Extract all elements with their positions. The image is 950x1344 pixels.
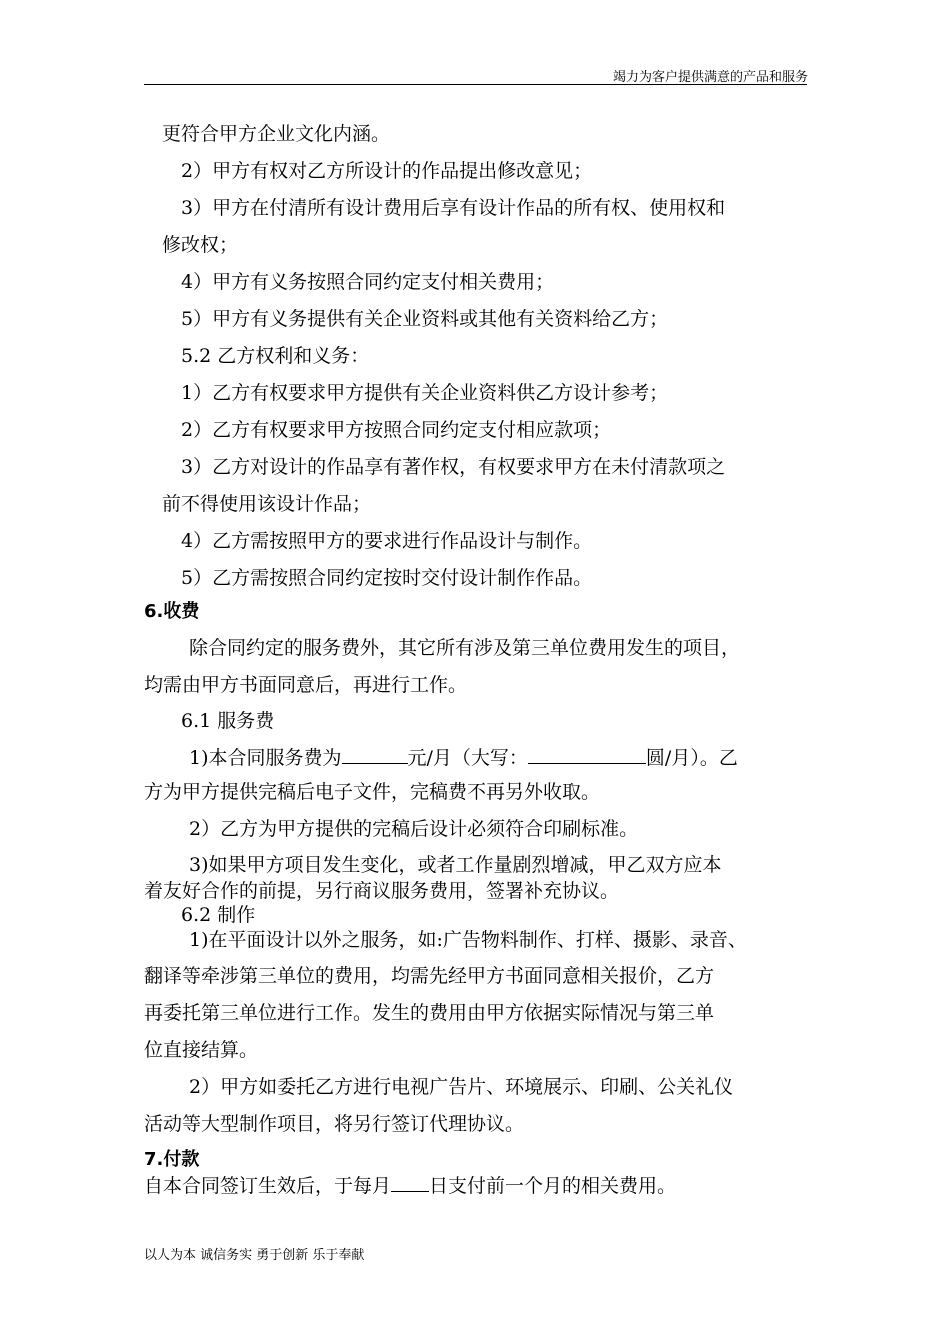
- paragraph-line: 5）乙方需按照合同约定按时交付设计制作作品。: [181, 567, 593, 589]
- paragraph-line: 位直接结算。: [144, 1039, 259, 1061]
- paragraph-line: 3)如果甲方项目发生变化，或者工作量剧烈增减，甲乙双方应本: [189, 854, 722, 876]
- subsection-title: 6.2 制作: [181, 904, 256, 926]
- paragraph-line: 修改权；: [162, 234, 239, 256]
- subsection-title: 5.2 乙方权利和义务：: [181, 345, 370, 367]
- paragraph-line: 5）甲方有义务提供有关企业资料或其他有关资料给乙方；: [181, 308, 669, 330]
- fee-capital-blank[interactable]: [528, 744, 646, 764]
- fee-clause-line: [189, 744, 738, 770]
- payment-clause-line: [144, 1172, 676, 1198]
- paragraph-line: 2）乙方为甲方提供的完稿后设计必须符合印刷标准。: [189, 818, 639, 840]
- paragraph-line: 更符合甲方企业文化内涵。: [162, 123, 391, 145]
- payment-clause-text: 自本合同签订生效后，于每月: [144, 1175, 392, 1197]
- payment-day-blank[interactable]: [391, 1172, 429, 1192]
- fee-clause-text: 圆/月）。乙: [645, 747, 738, 769]
- paragraph-line: 再委托第三单位进行工作。发生的费用由甲方依据实际情况与第三单: [144, 1002, 715, 1024]
- paragraph-line: 4）乙方需按照甲方的要求进行作品设计与制作。: [181, 530, 593, 552]
- subsection-title: 6.1 服务费: [181, 710, 275, 732]
- footer-slogan: 以人为本 诚信务实 勇于创新 乐于奉献: [144, 1248, 365, 1263]
- monthly-fee-blank[interactable]: [342, 744, 408, 764]
- header-divider: [144, 84, 807, 85]
- paragraph-line: 1)在平面设计以外之服务，如:广告物料制作、打样、摄影、录音、: [189, 929, 747, 951]
- paragraph-line: 均需由甲方书面同意后，再进行工作。: [144, 674, 468, 696]
- paragraph-line: 2）甲方如委托乙方进行电视广告片、环境展示、印刷、公关礼仪: [189, 1076, 734, 1098]
- paragraph-line: 翻译等牵涉第三单位的费用，均需先经甲方书面同意相关报价，乙方: [144, 965, 715, 987]
- paragraph-line: 2）甲方有权对乙方所设计的作品提出修改意见；: [181, 160, 593, 182]
- fee-clause-text: 1)本合同服务费为: [189, 747, 342, 769]
- paragraph-line: 1）乙方有权要求甲方提供有关企业资料供乙方设计参考；: [181, 382, 669, 404]
- paragraph-line: 活动等大型制作项目，将另行签订代理协议。: [144, 1113, 525, 1135]
- section-heading-payment: 7.付款: [144, 1149, 200, 1170]
- paragraph-line: 2）乙方有权要求甲方按照合同约定支付相应款项；: [181, 419, 612, 441]
- payment-clause-text: 日支付前一个月的相关费用。: [429, 1175, 677, 1197]
- paragraph-line: 3）甲方在付清所有设计费用后享有设计作品的所有权、使用权和: [181, 197, 726, 219]
- section-heading-fees: 6.收费: [144, 601, 200, 622]
- paragraph-line: 4）甲方有义务按照合同约定支付相关费用；: [181, 271, 555, 293]
- paragraph-line: 方为甲方提供完稿后电子文件，完稿费不再另外收取。: [144, 781, 601, 803]
- header-tagline: 竭力为客户提供满意的产品和服务: [612, 70, 808, 85]
- paragraph-line: 3）乙方对设计的作品享有著作权，有权要求甲方在未付清款项之: [181, 456, 726, 478]
- paragraph-line: 前不得使用该设计作品；: [162, 493, 372, 515]
- paragraph-line: 着友好合作的前提，另行商议服务费用，签署补充协议。: [144, 880, 620, 902]
- paragraph-line: 除合同约定的服务费外，其它所有涉及第三单位费用发生的项目，: [189, 637, 741, 659]
- fee-clause-text: 元/月（大写：: [407, 747, 528, 769]
